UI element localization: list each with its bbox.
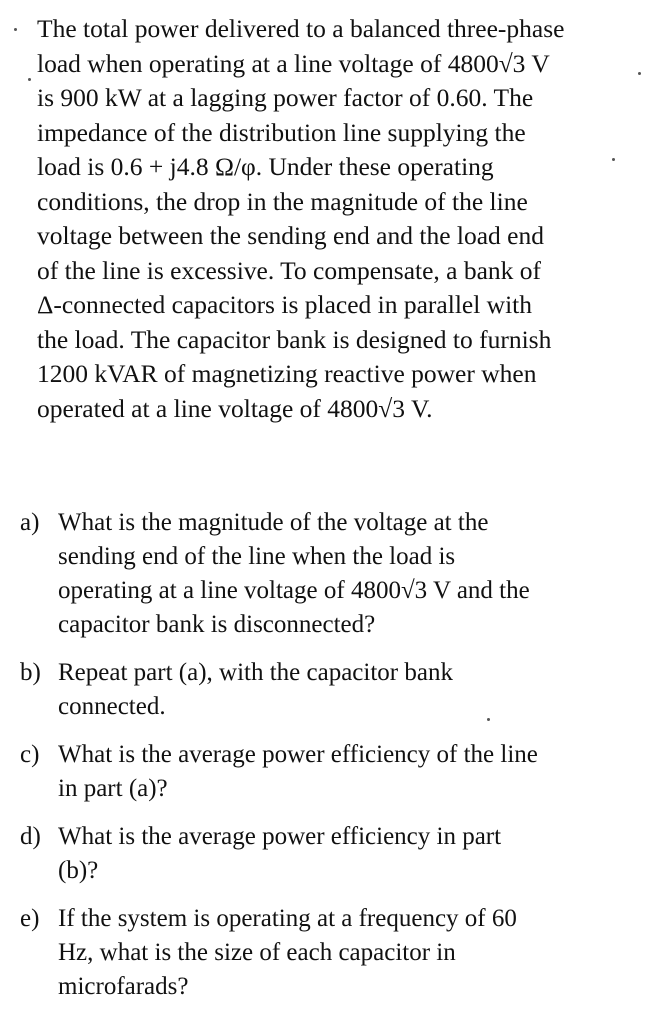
problem-line: operated at a line voltage of 4800√3 V.: [37, 393, 433, 423]
scan-speck: [638, 72, 641, 75]
question-list: [20, 506, 640, 1018]
question-line: capacitor bank is disconnected?: [58, 611, 376, 638]
question-line: in part (a)?: [58, 775, 168, 802]
question-letter: d): [20, 823, 41, 850]
question-line: Hz, what is the size of each capacitor in: [58, 939, 456, 966]
question-c: [20, 738, 640, 806]
question-letter: c): [20, 741, 40, 768]
problem-line: voltage between the sending end and the load end: [37, 221, 544, 250]
question-b: [20, 656, 640, 724]
question-letter: b): [20, 659, 41, 686]
scan-speck: [28, 78, 31, 81]
question-d: [20, 820, 640, 888]
question-line: connected.: [58, 693, 166, 720]
question-line: (b)?: [58, 857, 99, 884]
question-line: What is the average power efficiency of the line: [58, 741, 538, 768]
question-line: What is the average power efficiency in part: [58, 823, 502, 850]
problem-line: Δ-connected capacitors is placed in parallel with: [37, 290, 533, 319]
question-text: [58, 902, 640, 1004]
problem-line: conditions, the drop in the magnitude of the line: [37, 186, 528, 216]
question-line: sending end of the line when the load is: [58, 543, 456, 570]
question-line: operating at a line voltage of 4800√3 V and the: [58, 577, 530, 604]
problem-line: load is 0.6 + j4.8 Ω/φ. Under these operating: [37, 152, 494, 181]
scan-speck: [14, 28, 17, 31]
question-a: [20, 506, 640, 642]
problem-line: load when operating at a line voltage of 4800√3 V: [37, 48, 550, 78]
problem-statement: [37, 12, 637, 426]
question-text: [58, 506, 640, 642]
question-line: Repeat part (a), with the capacitor bank: [58, 659, 453, 686]
question-text: [58, 820, 640, 888]
question-letter: a): [20, 509, 40, 536]
question-e: [20, 902, 640, 1004]
problem-line: of the line is excessive. To compensate, a bank of: [37, 255, 542, 285]
question-line: If the system is operating at a frequency of 60: [58, 905, 517, 932]
problem-line: 1200 kVAR of magnetizing reactive power when: [37, 359, 537, 388]
question-text: [58, 656, 640, 724]
question-letter: e): [20, 905, 40, 932]
scan-speck: [612, 158, 615, 161]
scan-speck: [487, 718, 490, 721]
problem-line: the load. The capacitor bank is designed to furnish: [37, 324, 552, 354]
problem-line: impedance of the distribution line supplying the: [37, 117, 526, 147]
question-line: microfarads?: [58, 973, 189, 1000]
question-line: What is the magnitude of the voltage at the: [58, 509, 489, 536]
question-text: [58, 738, 640, 806]
problem-line: The total power delivered to a balanced three-phase: [37, 14, 565, 43]
problem-line: is 900 kW at a lagging power factor of 0.60. The: [37, 83, 534, 112]
